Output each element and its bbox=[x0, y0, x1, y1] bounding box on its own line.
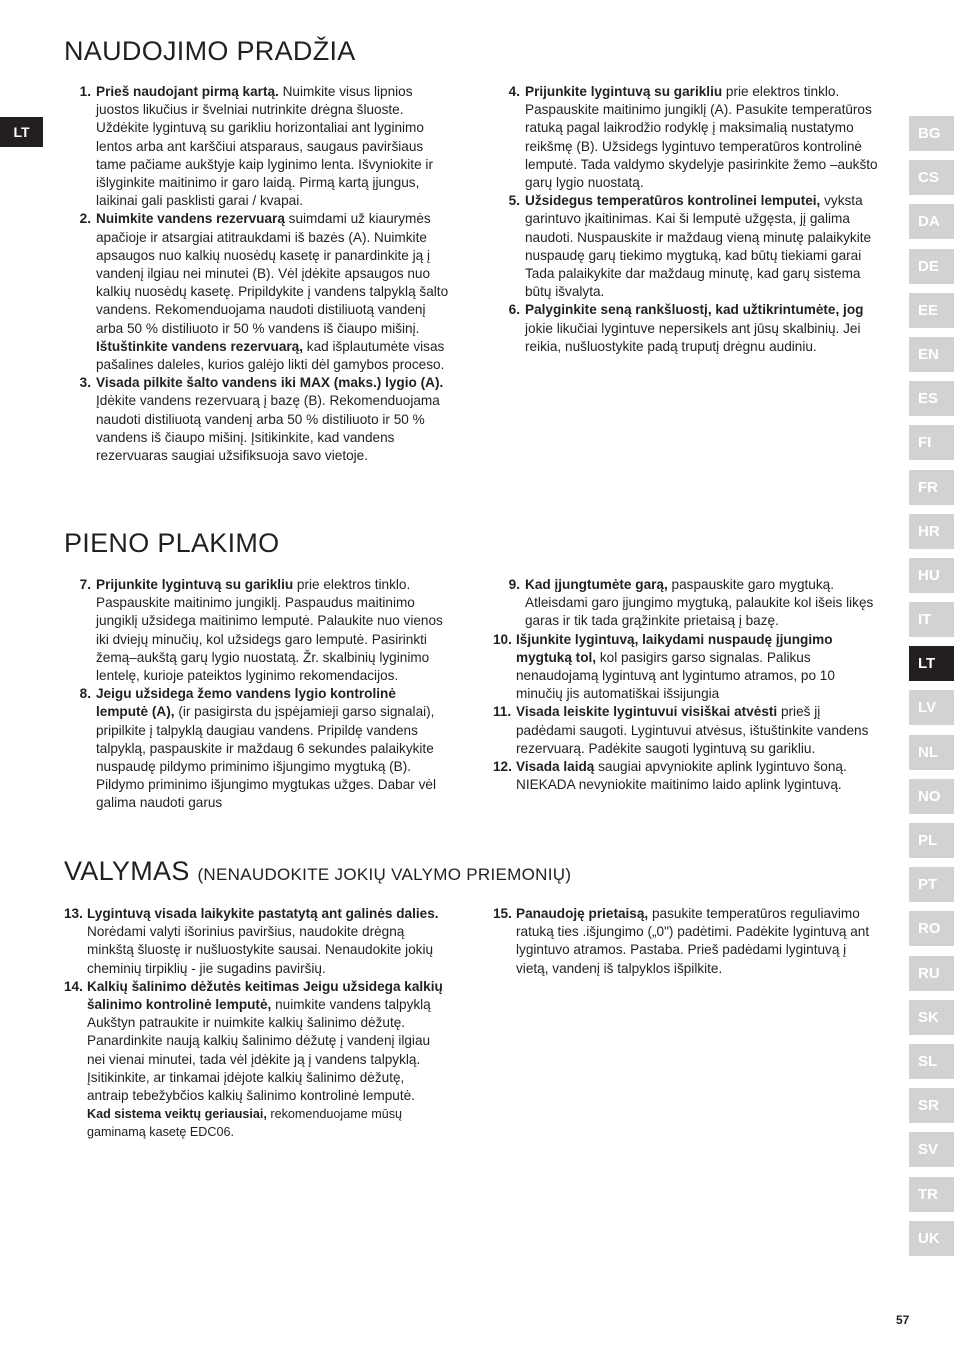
lang-tab-it[interactable]: IT bbox=[909, 602, 954, 637]
item-bold-lead: Palyginkite seną rankšluostį, kad užtikrintumėte, jog bbox=[525, 302, 864, 318]
lang-tab-es[interactable]: ES bbox=[909, 381, 954, 416]
lang-tab-de[interactable]: DE bbox=[909, 249, 954, 284]
item-bold-lead: Užsidegus temperatūros kontrolinei lemputei, bbox=[525, 193, 821, 209]
item-number: 14. bbox=[64, 978, 83, 994]
item-bold-lead: Visada pilkite šalto vandens iki MAX (maks.) lygio (A). bbox=[96, 375, 444, 391]
item-number: 12. bbox=[493, 759, 512, 775]
lang-tab-tr[interactable]: TR bbox=[909, 1177, 954, 1212]
section-title-start: NAUDOJIMO PRADŽIA bbox=[64, 36, 356, 66]
lang-tab-sl[interactable]: SL bbox=[909, 1044, 954, 1079]
item-note-text: rekomenduojame mūsų gaminamą kasetę EDC06. bbox=[87, 1107, 403, 1140]
lang-tab-sv[interactable]: SV bbox=[909, 1132, 954, 1167]
list-item bbox=[493, 83, 878, 192]
item-text: pasukite temperatūros reguliavimo ratuką ties .išjungimo („0") padėtimi. Padėkite lygintuvą ant lygintuvo atramos. Pastaba. Prieš padėdami lygintuvą į vietą, vandenį iš talpyklos išpilkite. bbox=[516, 906, 870, 976]
lang-tab-fr[interactable]: FR bbox=[909, 470, 954, 505]
lang-tab-en[interactable]: EN bbox=[909, 337, 954, 372]
lang-tab-lt[interactable]: LT bbox=[909, 646, 954, 681]
item-bold-lead: Kad įjungtumėte garą, bbox=[525, 577, 668, 592]
language-tabs bbox=[909, 116, 954, 1265]
lang-tab-ro[interactable]: RO bbox=[909, 911, 954, 946]
item-bold-lead: Panaudoję prietaisą, bbox=[516, 906, 649, 921]
lang-tab-lv[interactable]: LV bbox=[909, 690, 954, 725]
item-text: prieš jį padėdami saugoti. Lygintuvui atvėsus, ištuštinkite vandens rezervuarą. Padėkite saugoti lygintuvą su garikliu. bbox=[516, 704, 869, 756]
item-text: nuimkite vandens talpyklą Aukštyn patraukite ir nuimkite kalkių šalinimo dėžutę. Panardinkite naują kalkių šalinimo dėžutę į vandenį ilgiau nei vienai minutei, tada vėl įdėkite ją į vandens talpyklą. Įsitikinkite, ar tinkamai įdėjote kalkių šalinimo dėžutę, antraip tebežybčios kalkių šalinimo kontrolinė lemputė. bbox=[87, 997, 431, 1104]
item-text: suimdami už kiaurymės apačioje ir atsargiai atitraukdami iš bazės (A). Nuimkite apsaugos nuo kalkių nuosėdų kasetę ir panardinkite ją į vandenį ilgiau nei minutei (B). Vėl įdėkite apsaugos nuo kalkių nuosėdų kasetę. Pripildykite į vandens talpyklą šalto vandens. Rekomenduojama naudoti distiliuotą vandenį arba 50 % distiliuoto ir 50 % vandens iš čiaupo mišinį. bbox=[96, 211, 449, 336]
item-text: Norėdami valyti išorinius paviršius, naudokite drėgną minkštą šluostę ir nušluostykite sausai. Nenaudokite jokių cheminių tirpiklių - jie sugadins paviršių. bbox=[87, 924, 434, 976]
lang-tab-fi[interactable]: FI bbox=[909, 425, 954, 460]
list-item bbox=[493, 301, 878, 356]
item-number: 7. bbox=[79, 577, 91, 592]
item-bold-lead: Prijunkite lygintuvą su garikliu bbox=[96, 577, 294, 592]
item-bold-lead: Lygintuvą visada laikykite pastatytą ant galinės dalies. bbox=[87, 906, 439, 921]
item-text: (ir pasigirsta du įspėjamieji garso signalai), pripilkite į talpyklą daugiau vandens. Pripildę vandens talpyklą, paspauskite ir maždaug 6 sekundes palaikykite nuspaudę pildymo priminimo išjungimo mygtuką (B). Pildymo priminimo išjungimo mygtukas užges. Dabar vėl galima naudoti garus bbox=[96, 704, 436, 811]
list-item bbox=[64, 905, 449, 978]
current-language-badge: LT bbox=[0, 117, 43, 147]
lang-tab-ru[interactable]: RU bbox=[909, 956, 954, 991]
lang-tab-hr[interactable]: HR bbox=[909, 514, 954, 549]
item-number: 5. bbox=[508, 193, 520, 209]
list-item bbox=[64, 210, 449, 374]
list-item bbox=[64, 685, 449, 812]
list-item bbox=[493, 905, 878, 978]
lang-tab-pt[interactable]: PT bbox=[909, 867, 954, 902]
page-number: 57 bbox=[896, 1313, 910, 1327]
item-number: 6. bbox=[508, 302, 520, 318]
list-item bbox=[64, 374, 449, 465]
lang-tab-bg[interactable]: BG bbox=[909, 116, 954, 151]
item-bold-inline: Ištuštinkite vandens rezervuarą, bbox=[96, 338, 304, 354]
section2-col-left bbox=[64, 576, 449, 813]
item-text: jokie likučiai lygintuve nepersikels ant jūsų skalbinių. Jei reikia, nušluostykite padą truputį drėgnu audiniu. bbox=[525, 320, 861, 354]
list-item bbox=[493, 758, 878, 794]
lang-tab-ee[interactable]: EE bbox=[909, 293, 954, 328]
item-text: prie elektros tinklo. Paspauskite maitinimo jungiklį. Paspaudus maitinimo jungiklį užsidega maitinimo lemputė. Palaukite nuo vienos iki dviejų minučių, kol užsidegs garo lemputė. Pasirinkti žemą–aukštą garų lygio nuostatą. Žr. skalbinių lyginimo lentelę, kurioje pateiktos lyginimo rekomendacijos. bbox=[96, 577, 443, 684]
item-text: vyksta garintuvo įkaitinimas. Kai ši lemputė užgęsta, jį galima naudoti. Nuspauskite ir maždaug vieną minutę palaikykite nuspaudę garų tiekimo mygtuką, kad būtų tiekiami garai Tada palaikykite dar maždaug minutę, kad garų sistema būtų išvalyta. bbox=[525, 193, 872, 300]
item-number: 8. bbox=[79, 686, 91, 702]
list-item bbox=[493, 576, 878, 631]
lang-tab-uk[interactable]: UK bbox=[909, 1221, 954, 1256]
list-item bbox=[64, 83, 449, 210]
lang-tab-da[interactable]: DA bbox=[909, 204, 954, 239]
lang-tab-sr[interactable]: SR bbox=[909, 1088, 954, 1123]
item-text: Nuimkite visus lipnios juostos likučius ir švelniai nutrinkite drėgna šluoste. Uždėkite lygintuvą su garikliu horizontaliai ant lyginimo lentos arba ant karščiui atsparaus, saugaus paviršiaus tame pačiame aukštyje kaip lyginimo lenta. Išvyniokite ir išlyginkite maitinimo ir garo laidą. Pirmą kartą įjungus, laikinai gali pasklisti garai / kvapai. bbox=[96, 84, 433, 209]
item-text: kol pasigirs garso signalas. Palikus nenaudojamą lygintuvą ant lygintumo atramos, po 10 minučių jis automatiškai išsijungia bbox=[516, 649, 835, 702]
cleaning-subtitle: (NENAUDOKITE JOKIŲ VALYMO PRIEMONIŲ) bbox=[197, 865, 572, 884]
section-title-milk: PIENO PLAKIMO bbox=[64, 528, 280, 558]
list-item bbox=[493, 703, 878, 758]
cleaning-title: VALYMAS bbox=[64, 856, 190, 886]
lang-tab-nl[interactable]: NL bbox=[909, 735, 954, 770]
section2-col-right bbox=[493, 576, 878, 794]
item-number: 4. bbox=[508, 84, 520, 99]
item-note-bold: Kad sistema veiktų geriausiai, bbox=[87, 1107, 267, 1122]
item-number: 1. bbox=[79, 84, 91, 99]
item-bold-lead: Jeigu užsidega žemo vandens lygio kontrolinė lemputė (A), bbox=[96, 686, 396, 720]
item-number: 15. bbox=[493, 906, 512, 921]
lang-tab-hu[interactable]: HU bbox=[909, 558, 954, 593]
item-text: prie elektros tinklo. Paspauskite maitinimo jungiklį (A). Pasukite temperatūros ratuką pagal laikrodžio rodyklę į maksimalią nustatymo reikšmę (B). Užsidegs lygintuvo temperatūros kontrolinė lemputė. Tada valdymo skydelyje pasirinkite žemo –aukšto garų lygio nuostatą. bbox=[525, 84, 878, 191]
item-bold-lead: Kalkių šalinimo dėžutės keitimas Jeigu užsidega kalkių šalinimo kontrolinė lemputė, bbox=[87, 978, 443, 1013]
item-number: 2. bbox=[79, 211, 91, 227]
item-bold-lead: Prijunkite lygintuvą su garikliu bbox=[525, 84, 723, 99]
item-bold-lead: Prieš naudojant pirmą kartą. bbox=[96, 84, 279, 99]
item-number: 10. bbox=[493, 631, 512, 647]
section-title-cleaning bbox=[64, 856, 571, 887]
item-bold-lead: Visada laidą bbox=[516, 759, 595, 775]
section1-col-right bbox=[493, 83, 878, 356]
item-bold-lead: Nuimkite vandens rezervuarą bbox=[96, 211, 285, 227]
section1-col-left bbox=[64, 83, 449, 465]
item-text: paspauskite garo mygtuką. Atleisdami garo įjungimo mygtuką, palaukite kol išeis likęs garas ir tik tada grąžinkite prietaisą į bazę. bbox=[525, 577, 874, 629]
list-item bbox=[64, 576, 449, 685]
lang-tab-no[interactable]: NO bbox=[909, 779, 954, 814]
list-item bbox=[493, 192, 878, 301]
lang-tab-sk[interactable]: SK bbox=[909, 1000, 954, 1035]
item-bold-lead: Išjunkite lygintuvą, laikydami nuspaudę įjungimo mygtuką tol, bbox=[516, 631, 833, 665]
item-text: Įdėkite vandens rezervuarą į bazę (B). Rekomenduojama naudoti distiliuotą vandenį arba 50 % distiliuoto ir 50 % vandens iš čiaupo mišinį. Įsitikinkite, kad vandens rezervuaras saugiai užsifiksuoja savo vietoje. bbox=[96, 393, 440, 464]
section3-col-left bbox=[64, 905, 449, 1142]
item-text: saugiai apvyniokite aplink lygintuvo šoną. NIEKADA nevyniokite maitinimo laido aplink lygintuvą. bbox=[516, 759, 847, 793]
item-bold-lead: Visada leiskite lygintuvui visiškai atvėsti bbox=[516, 704, 778, 720]
list-item bbox=[493, 631, 878, 704]
lang-tab-pl[interactable]: PL bbox=[909, 823, 954, 858]
section3-col-right bbox=[493, 905, 878, 978]
lang-tab-cs[interactable]: CS bbox=[909, 160, 954, 195]
item-number: 3. bbox=[79, 375, 91, 391]
item-number: 11. bbox=[493, 704, 512, 720]
item-number: 9. bbox=[508, 577, 520, 592]
list-item bbox=[64, 978, 449, 1142]
item-number: 13. bbox=[64, 906, 83, 921]
item-text-cont: kad išplautumėte visas pašalines daleles, kurios galėjo likti dėl gamybos proceso. bbox=[96, 338, 445, 373]
